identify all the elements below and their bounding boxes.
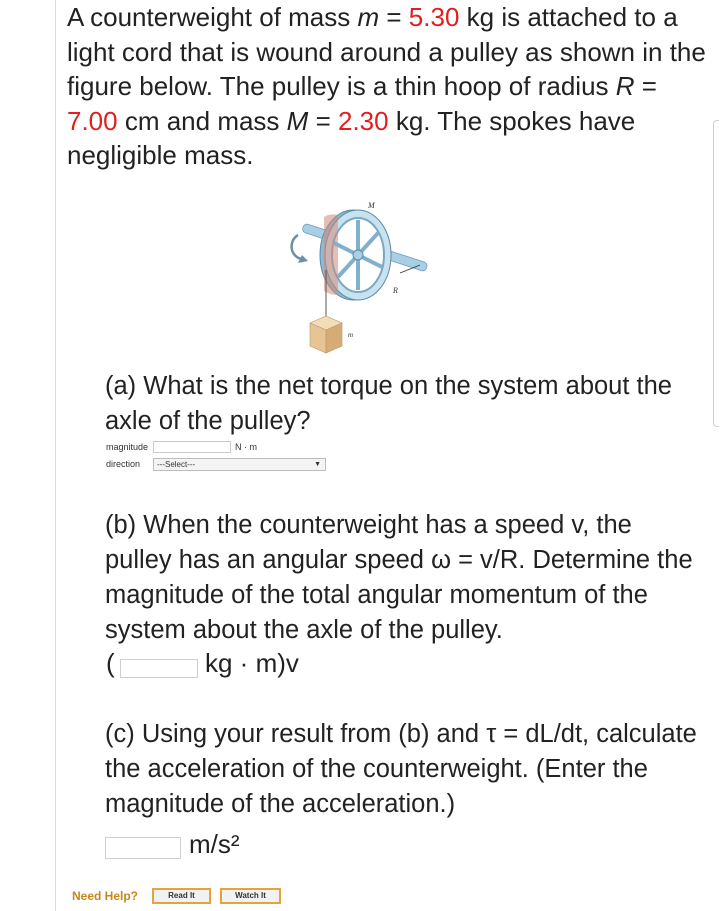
watch-it-button[interactable]: Watch It (220, 888, 281, 904)
acceleration-input[interactable] (105, 837, 181, 859)
problem-statement (67, 0, 707, 173)
pulley-figure (280, 195, 440, 360)
equals: = (379, 2, 409, 32)
torque-unit: N · m (235, 442, 257, 452)
problem-text: kg. The spokes have negligible mass. (67, 105, 636, 170)
content-left-border (55, 0, 56, 911)
scrollbar-edge[interactable] (713, 120, 719, 427)
mass-m-variable: m (357, 2, 380, 32)
need-help-label: Need Help? (72, 889, 139, 903)
label-R: R (393, 286, 398, 295)
open-paren: ( (106, 648, 115, 678)
rotation-arrow-icon (292, 235, 302, 259)
equals: = (308, 105, 338, 136)
angular-momentum-input[interactable] (120, 659, 198, 678)
direction-select[interactable] (153, 458, 326, 471)
radius-variable: R (615, 71, 635, 101)
problem-text: A counterweight of mass (67, 2, 358, 32)
read-it-button[interactable]: Read It (152, 888, 211, 904)
part-b-question: (b) When the counterweight has a speed v, the pulley has an angular speed ω = v/R. Determine the magnitude of the total angular momentum of the system about the axle of the pulley. (105, 511, 693, 644)
acceleration-unit: m/s² (189, 829, 240, 859)
direction-selected-value: ---Select--- (157, 460, 196, 469)
hub (353, 250, 363, 260)
angular-momentum-unit: kg · m)v (205, 648, 299, 678)
equals: = (634, 71, 657, 101)
problem-text: cm and mass (117, 105, 287, 136)
magnitude-label: magnitude (106, 442, 149, 452)
mass-m-value: 5.30 (408, 2, 460, 32)
label-m: m (348, 331, 354, 339)
radius-value: 7.00 (67, 105, 118, 136)
pulley-mass-value: 2.30 (337, 105, 389, 136)
torque-magnitude-input[interactable] (153, 441, 231, 453)
part-c-question: (c) Using your result from (b) and τ = dL/dt, calculate the acceleration of the counterweight. (Enter the magnitude of the acceleration.) (105, 720, 697, 818)
direction-label: direction (106, 459, 141, 469)
problem-text: kg is attached to a light cord that is wound around a pulley as shown in the figure below. The pulley is a thin hoop of radius (67, 2, 706, 101)
dropdown-arrow-icon: ▼ (314, 461, 321, 468)
label-M: M (368, 201, 375, 210)
pulley-mass-variable: M (286, 105, 309, 136)
part-a-question: (a) What is the net torque on the system about the axle of the pulley? (105, 372, 672, 435)
